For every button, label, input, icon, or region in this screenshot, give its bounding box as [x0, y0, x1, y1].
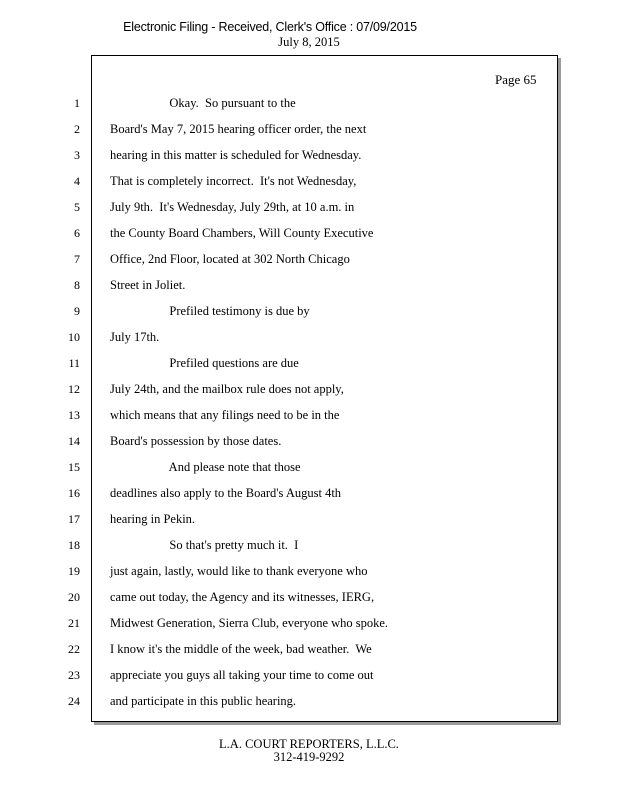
transcript-line — [0, 433, 618, 453]
line-text: deadlines also apply to the Board's August 4th — [110, 486, 342, 500]
footer-phone: 312-419-9292 — [273, 750, 345, 764]
line-text: That is completely incorrect. It's not Wednesday, — [110, 174, 357, 188]
transcript-line — [0, 225, 618, 245]
line-number: 14 — [68, 434, 80, 448]
line-number: 24 — [68, 694, 80, 708]
transcript-date: July 8, 2015 — [278, 35, 340, 49]
line-text: Midwest Generation, Sierra Club, everyone who spoke. — [110, 616, 389, 630]
transcript-line — [0, 407, 618, 427]
line-text: came out today, the Agency and its witnesses, IERG, — [110, 590, 375, 604]
transcript-line — [0, 615, 618, 635]
transcript-line — [0, 147, 618, 167]
line-number: 7 — [74, 252, 80, 266]
line-number: 4 — [74, 174, 80, 188]
line-text: Board's May 7, 2015 hearing officer order, the next — [110, 122, 367, 136]
line-number: 11 — [68, 356, 80, 370]
line-number: 10 — [68, 330, 80, 344]
transcript-line — [0, 121, 618, 141]
line-text: And please note that those — [110, 460, 301, 474]
line-text: the County Board Chambers, Will County Executive — [110, 226, 374, 240]
line-number: 9 — [74, 304, 80, 318]
transcript-line — [0, 251, 618, 271]
line-number: 13 — [68, 408, 80, 422]
line-text: hearing in Pekin. — [110, 512, 196, 526]
line-text: I know it's the middle of the week, bad weather. We — [110, 642, 372, 656]
line-number: 15 — [68, 460, 80, 474]
transcript-line — [0, 173, 618, 193]
line-text: Prefiled testimony is due by — [110, 304, 310, 318]
page-number: Page 65 — [495, 72, 537, 87]
line-text: Prefiled questions are due — [110, 356, 299, 370]
line-number: 16 — [68, 486, 80, 500]
transcript-line — [0, 277, 618, 297]
line-text: Office, 2nd Floor, located at 302 North Chicago — [110, 252, 350, 266]
transcript-line — [0, 355, 618, 375]
line-number: 6 — [74, 226, 80, 240]
footer-company: L.A. COURT REPORTERS, L.L.C. — [219, 737, 399, 751]
line-text: Board's possession by those dates. — [110, 434, 282, 448]
line-number: 2 — [74, 122, 80, 136]
line-number: 1 — [74, 96, 80, 110]
line-text: Okay. So pursuant to the — [110, 96, 296, 110]
line-number: 12 — [68, 382, 80, 396]
line-number: 8 — [74, 278, 80, 292]
transcript-line — [0, 589, 618, 609]
line-number: 5 — [74, 200, 80, 214]
transcript-line — [0, 95, 618, 115]
transcript-line — [0, 329, 618, 349]
line-number: 17 — [68, 512, 80, 526]
transcript-line — [0, 537, 618, 557]
transcript-line — [0, 485, 618, 505]
transcript-line — [0, 667, 618, 687]
transcript-line — [0, 511, 618, 531]
filing-stamp: Electronic Filing - Received, Clerk's Office : 07/09/2015 — [123, 20, 417, 34]
line-number: 18 — [68, 538, 80, 552]
transcript-line — [0, 459, 618, 479]
transcript-line — [0, 199, 618, 219]
transcript-line — [0, 381, 618, 401]
line-text: So that's pretty much it. I — [110, 538, 299, 552]
line-text: hearing in this matter is scheduled for Wednesday. — [110, 148, 362, 162]
line-text: July 24th, and the mailbox rule does not apply, — [110, 382, 344, 396]
line-text: July 17th. — [110, 330, 160, 344]
transcript-line — [0, 641, 618, 661]
transcript-line — [0, 693, 618, 713]
line-text: July 9th. It's Wednesday, July 29th, at 10 a.m. in — [110, 200, 355, 214]
line-number: 21 — [68, 616, 80, 630]
line-number: 19 — [68, 564, 80, 578]
line-text: Street in Joliet. — [110, 278, 186, 292]
line-text: and participate in this public hearing. — [110, 694, 297, 708]
transcript-line — [0, 563, 618, 583]
line-number: 22 — [68, 642, 80, 656]
line-number: 3 — [74, 148, 80, 162]
line-number: 23 — [68, 668, 80, 682]
transcript-line — [0, 303, 618, 323]
line-text: appreciate you guys all taking your time to come out — [110, 668, 374, 682]
line-number: 20 — [68, 590, 80, 604]
line-text: which means that any filings need to be in the — [110, 408, 340, 422]
line-text: just again, lastly, would like to thank everyone who — [110, 564, 368, 578]
